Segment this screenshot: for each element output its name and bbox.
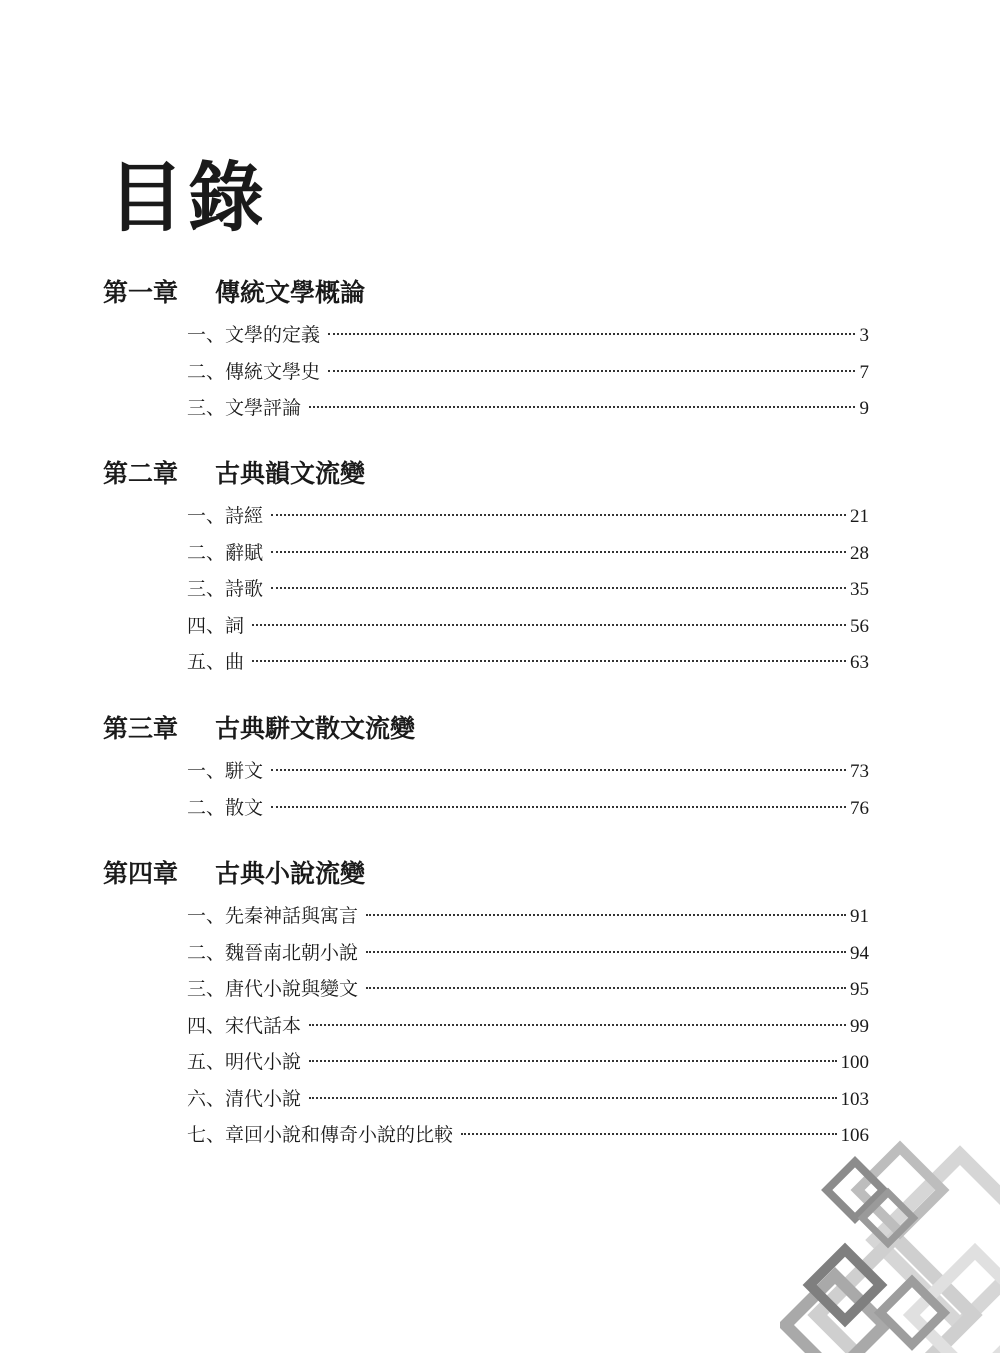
- dot-leader: [309, 1024, 846, 1026]
- dot-leader: [271, 769, 846, 771]
- dot-leader: [366, 914, 846, 916]
- toc-entry[interactable]: [187, 390, 869, 427]
- chapter-title: 古典駢文散文流變: [215, 714, 416, 743]
- entry-label: 二、傳統文學史: [187, 360, 321, 383]
- entry-label: 三、文學評論: [187, 397, 302, 419]
- dot-leader: [366, 987, 846, 989]
- chapter-heading[interactable]: [103, 716, 415, 741]
- dot-leader: [271, 806, 846, 808]
- toc-entry[interactable]: [187, 535, 869, 572]
- dot-leader: [309, 1097, 836, 1099]
- entry-list: [187, 753, 869, 826]
- entry-label: 三、詩歌: [187, 578, 264, 600]
- chapter-number: 第三章: [103, 714, 179, 743]
- entry-page-number: 73: [850, 761, 869, 782]
- dot-leader: [271, 551, 846, 553]
- entry-page-number: 103: [840, 1088, 869, 1110]
- entry-label: 三、唐代小說與變文: [187, 978, 359, 1000]
- chapter-title: 古典韻文流變: [215, 459, 366, 488]
- dot-leader: [252, 624, 846, 626]
- toc-entry[interactable]: [187, 644, 869, 681]
- entry-label: 二、辭賦: [187, 541, 264, 564]
- entry-label: 一、先秦神話與寓言: [187, 905, 359, 927]
- entry-label: 七、章回小說和傳奇小說的比較: [187, 1124, 454, 1146]
- entry-label: 五、明代小說: [187, 1051, 302, 1073]
- entry-page-number: 35: [850, 579, 869, 600]
- entry-label: 六、清代小說: [187, 1087, 302, 1110]
- toc-entry[interactable]: [187, 1044, 869, 1081]
- entry-page-number: 91: [850, 906, 869, 927]
- toc-entry[interactable]: [187, 571, 869, 608]
- toc-entry[interactable]: [187, 1117, 869, 1154]
- toc-entry[interactable]: [187, 317, 869, 354]
- entry-label: 二、魏晉南北朝小說: [187, 941, 359, 964]
- entry-page-number: 56: [850, 615, 869, 637]
- toc-entry[interactable]: [187, 790, 869, 827]
- chapter-heading[interactable]: [103, 461, 365, 486]
- dot-leader: [252, 660, 846, 662]
- toc-entry[interactable]: [187, 753, 869, 790]
- toc-entry[interactable]: [187, 971, 869, 1008]
- chapter-number: 第四章: [103, 859, 179, 888]
- entry-page-number: 95: [850, 979, 869, 1000]
- diamond-pattern-ornament-icon: [780, 1140, 1000, 1353]
- entry-page-number: 100: [840, 1052, 869, 1073]
- toc-entry[interactable]: [187, 1081, 869, 1118]
- dot-leader: [328, 370, 855, 372]
- entry-label: 一、文學的定義: [187, 324, 321, 346]
- dot-leader: [309, 406, 855, 408]
- chapter-heading[interactable]: [103, 861, 365, 886]
- chapter-number: 第一章: [103, 278, 179, 307]
- toc-entry[interactable]: [187, 498, 869, 535]
- entry-page-number: 28: [850, 542, 869, 564]
- dot-leader: [328, 333, 855, 335]
- dot-leader: [271, 514, 846, 516]
- toc-entry[interactable]: [187, 608, 869, 645]
- toc-entry[interactable]: [187, 354, 869, 391]
- toc-entry[interactable]: [187, 935, 869, 972]
- chapter-heading[interactable]: [103, 280, 365, 305]
- chapter-number: 第二章: [103, 459, 179, 488]
- chapter-title: 古典小說流變: [215, 859, 366, 888]
- entry-list: [187, 317, 869, 427]
- entry-page-number: 76: [850, 797, 869, 819]
- toc-entry[interactable]: [187, 898, 869, 935]
- entry-page-number: 3: [859, 325, 869, 346]
- page-title: 目錄: [108, 153, 268, 242]
- dot-leader: [271, 587, 846, 589]
- dot-leader: [309, 1060, 836, 1062]
- entry-label: 一、詩經: [187, 505, 264, 527]
- toc-entry[interactable]: [187, 1008, 869, 1045]
- entry-page-number: 21: [850, 506, 869, 527]
- entry-page-number: 106: [840, 1125, 869, 1146]
- entry-list: [187, 898, 869, 1154]
- entry-label: 四、宋代話本: [187, 1014, 302, 1037]
- dot-leader: [461, 1133, 836, 1135]
- entry-page-number: 9: [859, 398, 869, 419]
- entry-label: 二、散文: [187, 796, 264, 819]
- dot-leader: [366, 951, 846, 953]
- entry-page-number: 63: [850, 652, 869, 673]
- entry-label: 五、曲: [187, 651, 245, 673]
- entry-label: 一、駢文: [187, 760, 264, 782]
- entry-label: 四、詞: [187, 614, 245, 637]
- entry-page-number: 99: [850, 1015, 869, 1037]
- chapter-title: 傳統文學概論: [215, 278, 366, 307]
- entry-list: [187, 498, 869, 681]
- entry-page-number: 94: [850, 942, 869, 964]
- entry-page-number: 7: [859, 361, 869, 383]
